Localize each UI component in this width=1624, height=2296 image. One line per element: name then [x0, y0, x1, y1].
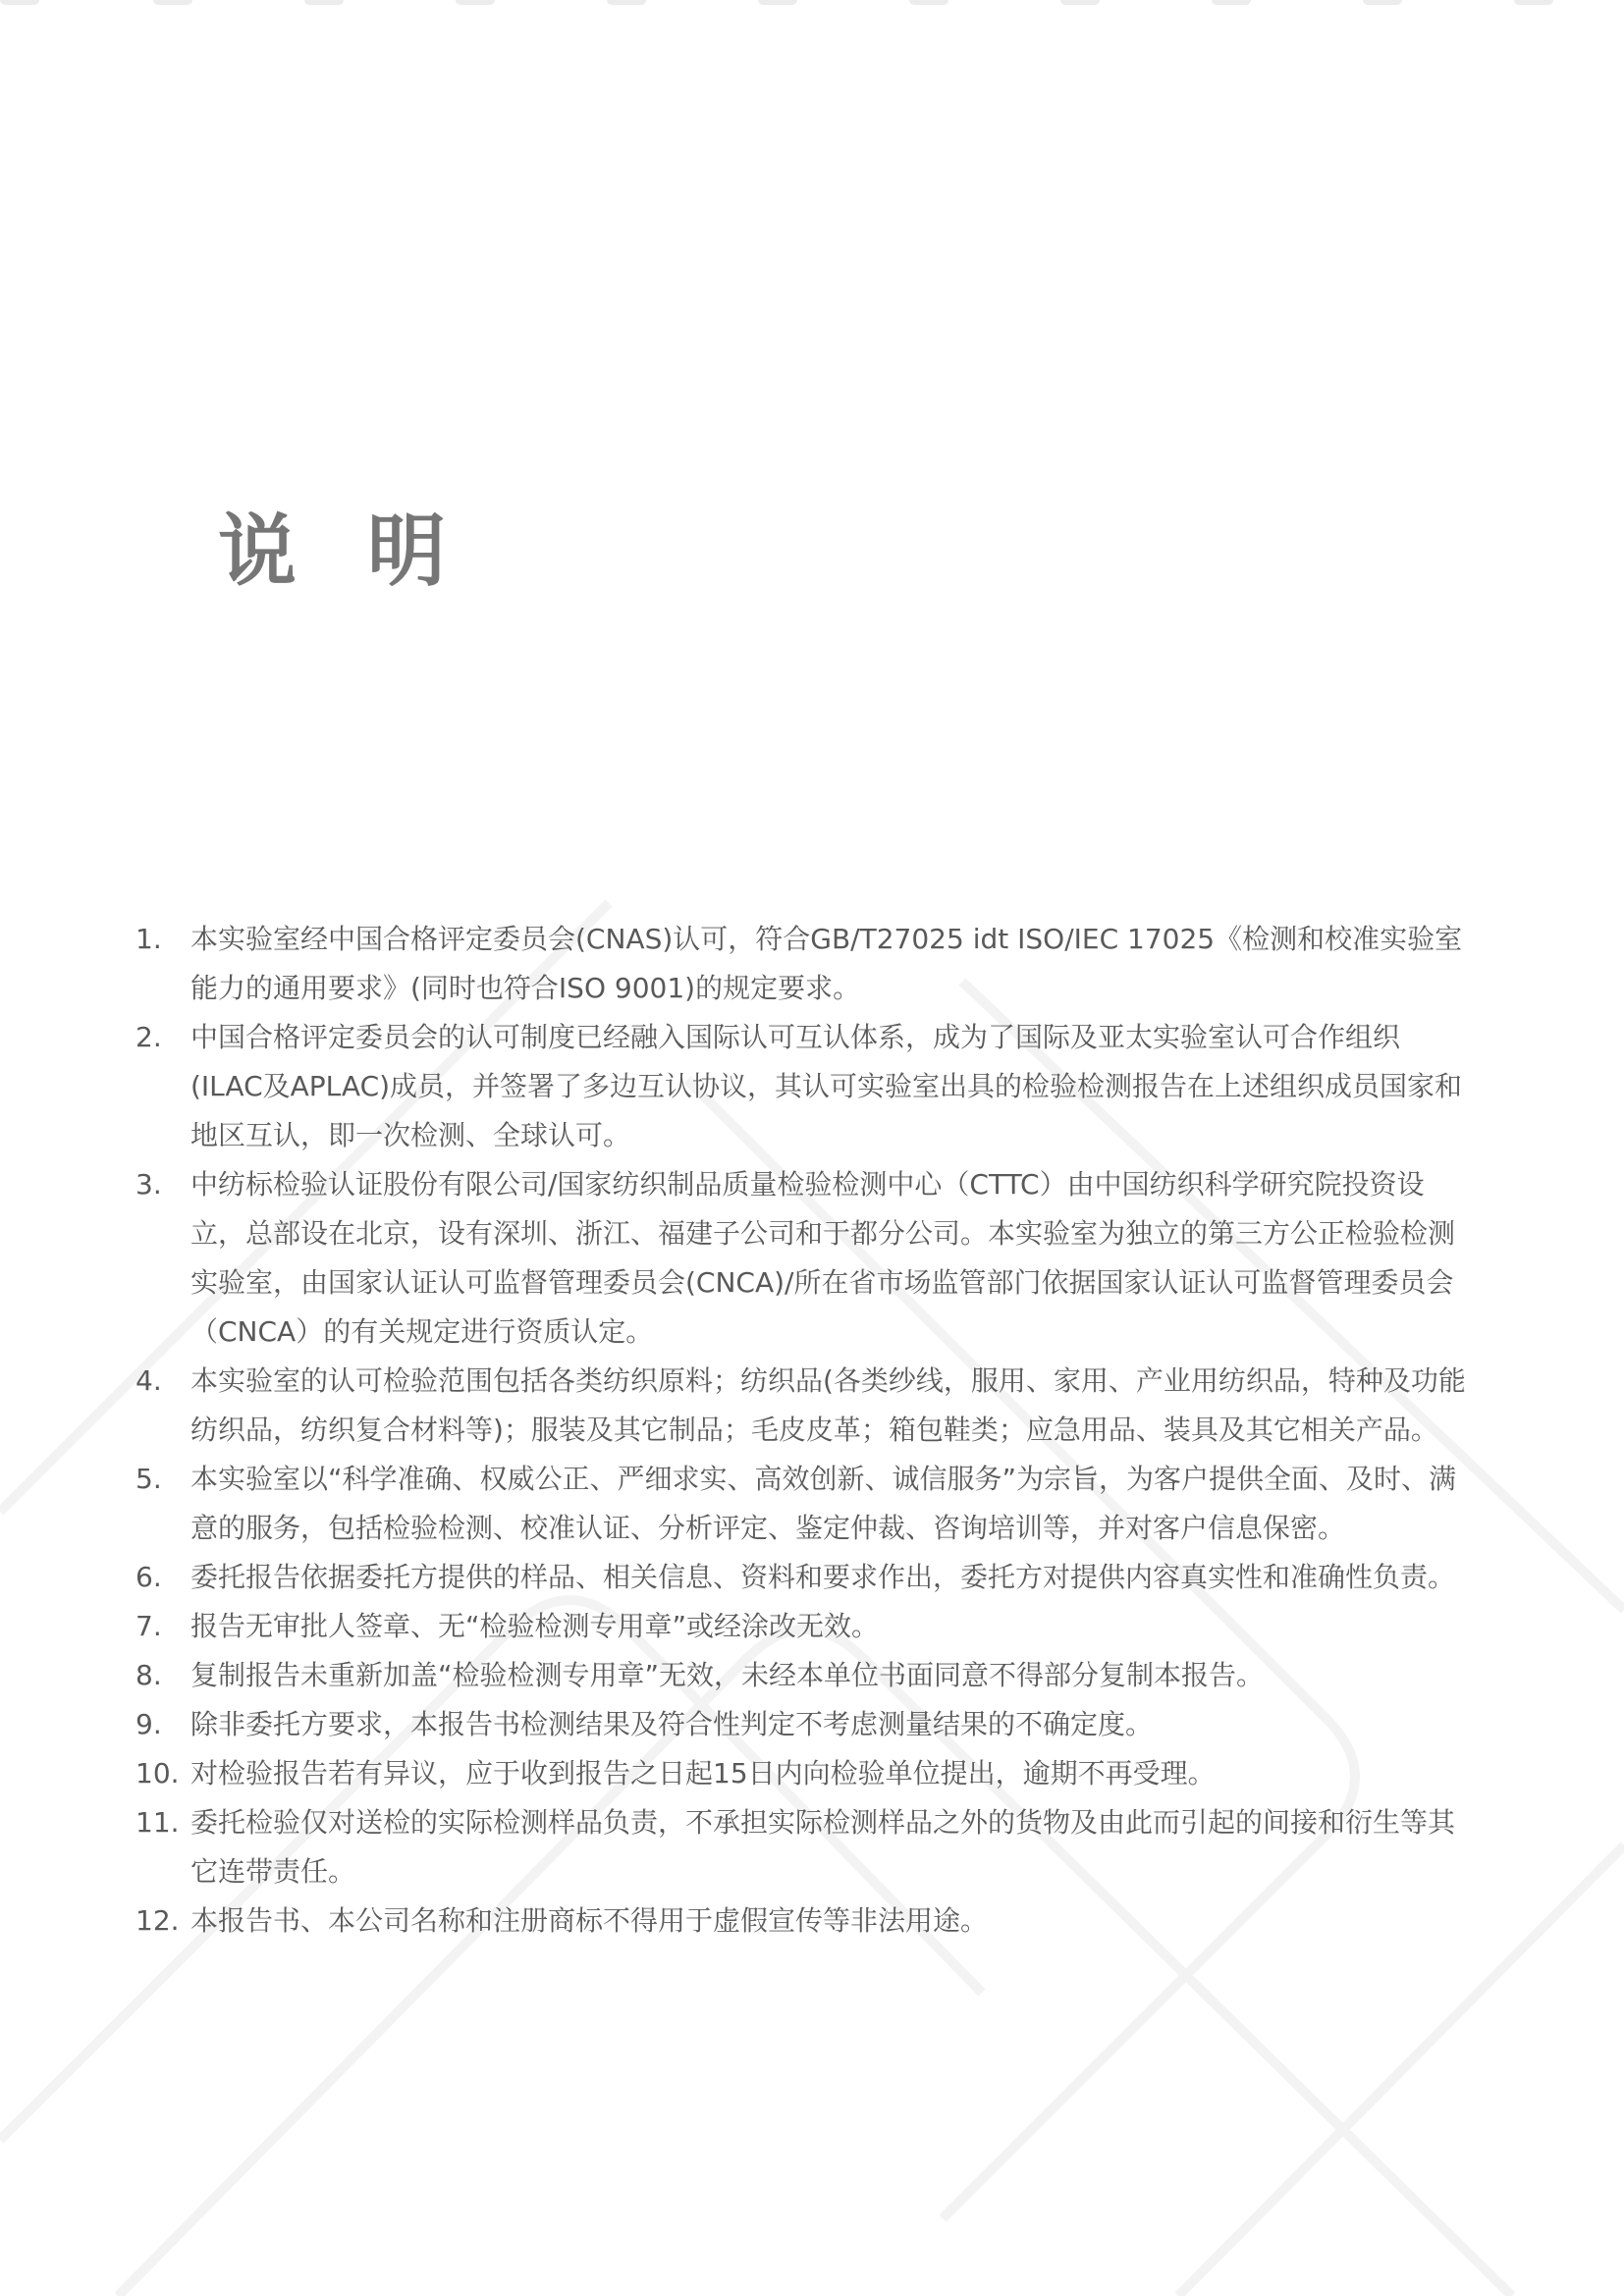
- list-item: [135, 1455, 1471, 1553]
- list-item: [135, 1013, 1471, 1160]
- note-text: 委托检验仅对送检的实际检测样品负责，不承担实际检测样品之外的货物及由此而引起的间接和衍生等其它连带责任。: [190, 1806, 1456, 1888]
- list-item: [135, 1160, 1471, 1357]
- note-number: 9.: [135, 1708, 162, 1740]
- list-item: [135, 1749, 1471, 1798]
- note-number: 8.: [135, 1659, 162, 1691]
- note-text: 本实验室经中国合格评定委员会(CNAS)认可，符合GB/T27025 idt ISO/IEC 17025《检测和校准实验室能力的通用要求》(同时也符合ISO 9001)的规定要求。: [190, 923, 1463, 1004]
- note-number: 3.: [135, 1168, 162, 1201]
- note-text: 除非委托方要求，本报告书检测结果及符合性判定不考虑测量结果的不确定度。: [190, 1708, 1154, 1740]
- list-item: [135, 1602, 1471, 1651]
- note-number: 6.: [135, 1561, 162, 1593]
- note-text: 复制报告未重新加盖“检验检测专用章”无效，未经本单位书面同意不得部分复制本报告。: [190, 1659, 1265, 1691]
- note-number: 1.: [135, 923, 162, 955]
- note-text: 本实验室的认可检验范围包括各类纺织原料；纺织品(各类纱线，服用、家用、产业用纺织品，特种及功能纺织品，纺织复合材料等)；服装及其它制品；毛皮皮革；箱包鞋类；应急用品、装具及其它相关产品。: [190, 1364, 1466, 1446]
- list-item: [135, 1896, 1471, 1946]
- list-item: [135, 1798, 1471, 1896]
- list-item: [135, 1651, 1471, 1700]
- note-text: 中纺标检验认证股份有限公司/国家纺织制品质量检验检测中心（CTTC）由中国纺织科学研究院投资设立，总部设在北京，设有深圳、浙江、福建子公司和于都分公司。本实验室为独立的第三方公正检验检测实验室，由国家认证认可监督管理委员会(CNCA)/所在省市场监管部门依据国家认证认可监督管理委员会（CNCA）的有关规定进行资质认定。: [190, 1168, 1456, 1348]
- note-text: 本报告书、本公司名称和注册商标不得用于虚假宣传等非法用途。: [190, 1904, 989, 1937]
- note-number: 11.: [135, 1806, 180, 1839]
- list-item: [135, 1553, 1471, 1602]
- note-text: 对检验报告若有异议，应于收到报告之日起15日内向检验单位提出，逾期不再受理。: [190, 1757, 1216, 1789]
- note-text: 本实验室以“科学准确、权威公正、严细求实、高效创新、诚信服务”为宗旨，为客户提供全面、及时、满意的服务，包括检验检测、校准认证、分析评定、鉴定仲裁、咨询培训等，并对客户信息保密。: [190, 1463, 1457, 1544]
- note-text: 中国合格评定委员会的认可制度已经融入国际认可互认体系，成为了国际及亚太实验室认可合作组织(ILAC及APLAC)成员，并签署了多边互认协议，其认可实验室出具的检验检测报告在上述组织成员国家和地区互认，即一次检测、全球认可。: [190, 1021, 1463, 1151]
- note-number: 12.: [135, 1904, 180, 1937]
- note-number: 7.: [135, 1610, 162, 1642]
- notes-list: [135, 915, 1471, 1946]
- note-number: 10.: [135, 1757, 180, 1789]
- list-item: [135, 1357, 1471, 1455]
- note-text: 报告无审批人签章、无“检验检测专用章”或经涂改无效。: [190, 1610, 880, 1642]
- list-item: [135, 1700, 1471, 1749]
- list-item: [135, 915, 1471, 1013]
- note-number: 2.: [135, 1021, 162, 1053]
- note-text: 委托报告依据委托方提供的样品、相关信息、资料和要求作出，委托方对提供内容真实性和准确性负责。: [190, 1561, 1456, 1593]
- note-number: 4.: [135, 1364, 162, 1397]
- note-number: 5.: [135, 1463, 162, 1495]
- page-title: 说明: [218, 506, 516, 597]
